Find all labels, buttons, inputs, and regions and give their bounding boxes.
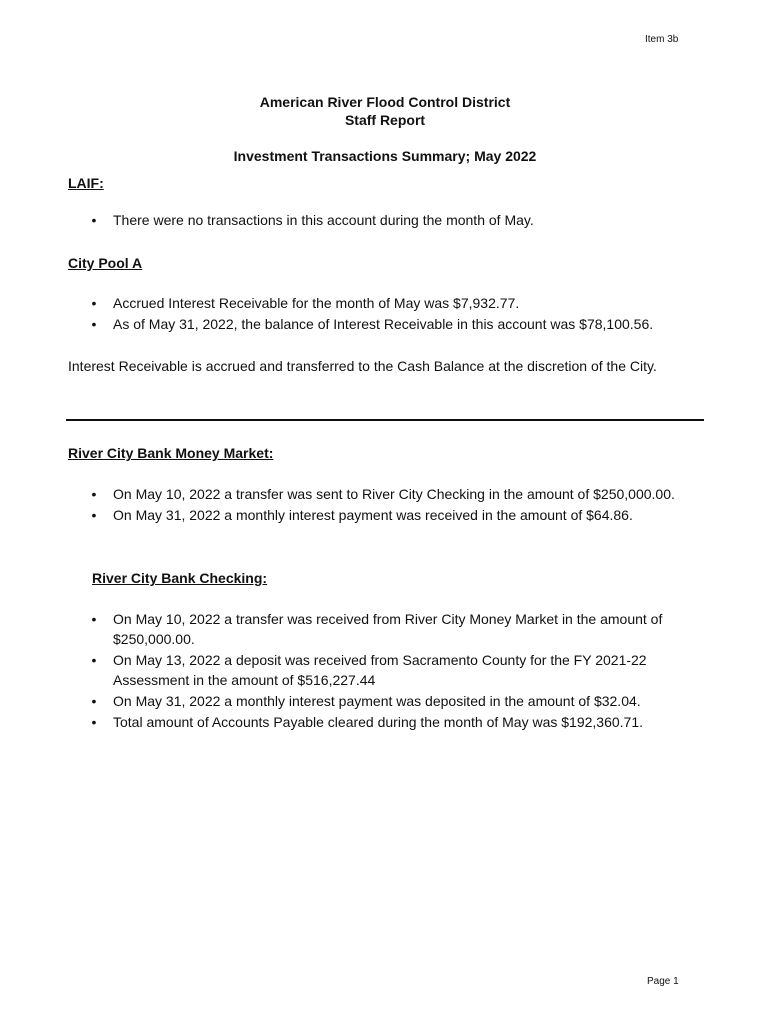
list-item-text: On May 31, 2022 a monthly interest payment was received in the amount of $64.86. — [113, 507, 633, 523]
section-title-money-market: River City Bank Money Market: — [68, 445, 274, 461]
section-title-city-pool-a: City Pool A — [68, 255, 143, 271]
money-market-bullet-list — [88, 484, 708, 526]
checking-bullet-list — [88, 609, 708, 733]
bullet-icon: • — [91, 652, 97, 668]
list-item-text: There were no transactions in this account during the month of May. — [113, 212, 534, 228]
bullet-icon: • — [91, 316, 97, 332]
list-item-text: As of May 31, 2022, the balance of Interest Receivable in this account was $78,100.56. — [113, 316, 654, 332]
bullet-icon: • — [91, 714, 97, 730]
list-item-text: On May 31, 2022 a monthly interest payment was deposited in the amount of $32.04. — [113, 693, 641, 709]
city-pool-a-bullet-list — [88, 293, 708, 335]
list-item-text: On May 10, 2022 a transfer was received from River City Money Market in the amount of $250,000.00. — [113, 611, 663, 647]
list-item-text: Total amount of Accounts Payable cleared during the month of May was $192,360.71. — [113, 714, 643, 730]
summary-title: Investment Transactions Summary; May 2022 — [233, 148, 537, 164]
list-item — [88, 609, 708, 649]
laif-bullet-list — [88, 210, 708, 231]
bullet-icon: • — [91, 611, 97, 627]
list-item-text: Accrued Interest Receivable for the month of May was $7,932.77. — [113, 295, 520, 311]
interest-receivable-note: Interest Receivable is accrued and transferred to the Cash Balance at the discretion of the City. — [68, 358, 657, 374]
list-item — [88, 293, 708, 313]
list-item — [88, 484, 708, 504]
section-title-checking: River City Bank Checking: — [92, 570, 268, 586]
organization-title: American River Flood Control District — [259, 94, 511, 110]
list-item — [88, 210, 708, 230]
section-title-laif: LAIF: — [68, 175, 104, 191]
bullet-icon: • — [91, 486, 97, 502]
bullet-icon: • — [91, 295, 97, 311]
bullet-icon: • — [91, 507, 97, 523]
report-type-title: Staff Report — [344, 112, 426, 128]
bullet-icon: • — [91, 212, 97, 228]
list-item — [88, 505, 708, 525]
page-number: Page 1 — [647, 976, 679, 987]
list-item — [88, 650, 708, 690]
list-item-text: On May 13, 2022 a deposit was received from Sacramento County for the FY 2021-22 Assessment in the amount of $516,227.44 — [113, 652, 647, 688]
list-item — [88, 712, 708, 732]
list-item-text: On May 10, 2022 a transfer was sent to River City Checking in the amount of $250,000.00. — [113, 486, 675, 502]
section-divider — [66, 419, 704, 421]
list-item — [88, 314, 708, 334]
bullet-icon: • — [91, 693, 97, 709]
item-label: Item 3b — [645, 34, 679, 45]
list-item — [88, 691, 708, 711]
